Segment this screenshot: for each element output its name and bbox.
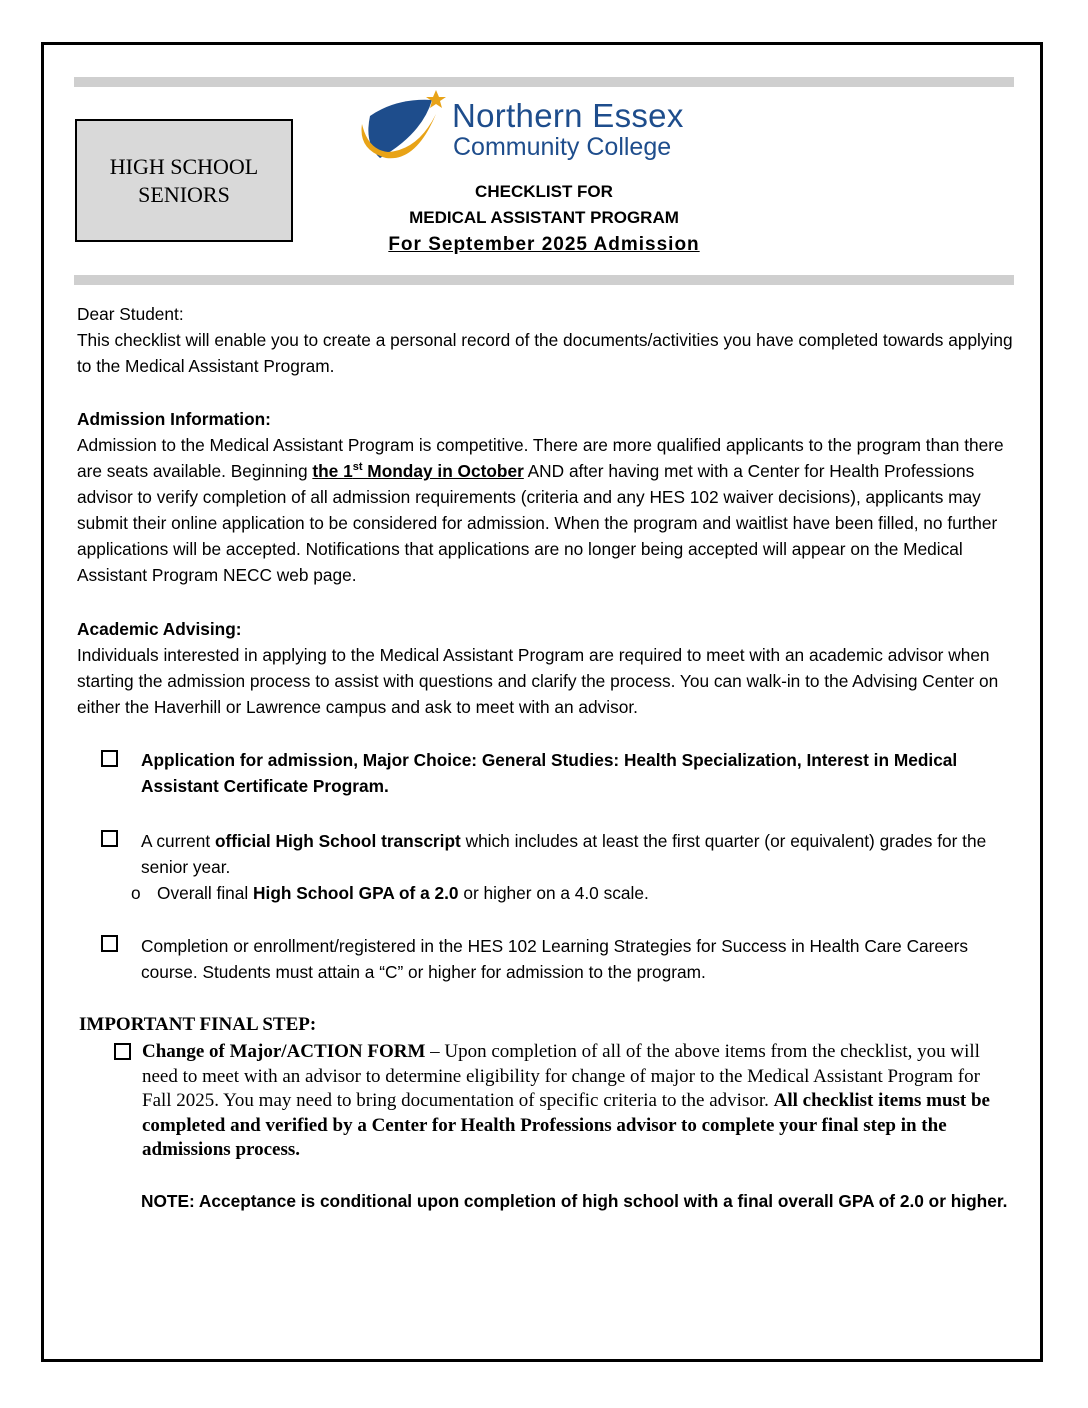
admission-text (77, 432, 1017, 588)
advising-text: Individuals interested in applying to the Medical Assistant Program are required to meet with an academic advisor when starting the admission process to assist with questions and clarify the process. You can walk-in to the Advising Center on either the Haverhill or Lawrence campus and ask to meet with an advisor. (77, 645, 999, 717)
header-divider (74, 275, 1014, 285)
item-hes102: Completion or enrollment/registered in the HES 102 Learning Strategies for Success in Health Care Careers course. Students must attain a “C” or higher for admission to the program. (141, 936, 969, 982)
program-title: MEDICAL ASSISTANT PROGRAM (409, 208, 679, 227)
item-transcript-b: official High School transcript (214, 831, 461, 851)
change-of-major-title: Change of Major/ACTION FORM (142, 1041, 426, 1062)
item-transcript-c: which includes at least the first quarter (or equivalent) grades for the senior year. (141, 831, 987, 877)
badge-line2: SENIORS (138, 181, 230, 207)
checkbox-change-of-major[interactable] (114, 1043, 131, 1060)
college-name-line2: Community College (453, 133, 672, 161)
admission-term: For September 2025 Admission (388, 234, 700, 255)
admission-term-wrap (300, 234, 788, 256)
checkbox-hes102[interactable] (101, 935, 118, 952)
admission-text-b: AND after having met with a Center for Health Professions advisor to verify completion of all admission requirements (criteria and any HES 102 waiver decisions), applicants may submit their online application to be considered for admission. When the program and waitlist have been filled, no further applications will be accepted. Notifications that applications are no longer being accepted will appear on the Medical Assistant Program NECC web page. (77, 461, 998, 585)
item-application: Application for admission, Major Choice: General Studies: Health Specialization, Interest in Medical Assistant Certificate Program. (141, 750, 958, 796)
top-divider (74, 77, 1014, 87)
checkbox-transcript[interactable] (101, 830, 118, 847)
change-of-major-text: – Upon completion of all of the above items from the checklist, you will need to meet with an advisor to determine eligibility for change of major to the Medical Assistant Program for Fall 2025. You may need to bring documentation of specific criteria to the advisor. (142, 1041, 980, 1111)
college-name (452, 98, 684, 160)
audience-badge (75, 119, 293, 242)
sub-gpa-c: or higher on a 4.0 scale. (458, 883, 649, 903)
sub-gpa-b: High School GPA of a 2.0 (253, 883, 459, 903)
checkbox-application[interactable] (101, 750, 118, 767)
sub-gpa-a: Overall final (157, 883, 254, 903)
intro-section (77, 301, 1017, 379)
item-transcript-a: A current (141, 831, 215, 851)
advising-section (77, 616, 1017, 720)
college-logo-icon (356, 88, 446, 168)
badge-line1: HIGH SCHOOL (109, 153, 259, 179)
item-change-of-major (142, 1040, 1012, 1163)
admission-date (312, 461, 523, 481)
college-name-line1: Northern Essex (452, 97, 684, 134)
acceptance-note: NOTE: Acceptance is conditional upon completion of high school with a final overall GPA of 2.0 or higher. (141, 1191, 1008, 1211)
admission-text-a: Admission to the Medical Assistant Program is competitive. There are more qualified applicants to the program than there are seats available. Beginning (77, 435, 1004, 481)
checklist-title: CHECKLIST FOR (475, 182, 613, 201)
intro-text: This checklist will enable you to create a personal record of the documents/activities you have completed towards applying to the Medical Assistant Program. (77, 330, 1013, 376)
sub-item-gpa (131, 880, 1001, 906)
final-step-heading: IMPORTANT FINAL STEP: (79, 1014, 317, 1035)
admission-section (77, 406, 1017, 588)
admission-date-sup: st (352, 461, 363, 474)
advising-heading: Academic Advising: (77, 619, 242, 639)
admission-date-pre: the 1 (312, 461, 353, 481)
item-transcript (141, 828, 1011, 880)
admission-date-post: Monday in October (362, 461, 524, 481)
change-of-major-requirement: All checklist items must be completed and verified by a Center for Health Professions advisor to complete your final step in the admissions process. (142, 1090, 990, 1160)
salutation: Dear Student: (77, 304, 184, 324)
admission-heading: Admission Information: (77, 409, 271, 429)
sub-bullet: o (131, 883, 141, 903)
